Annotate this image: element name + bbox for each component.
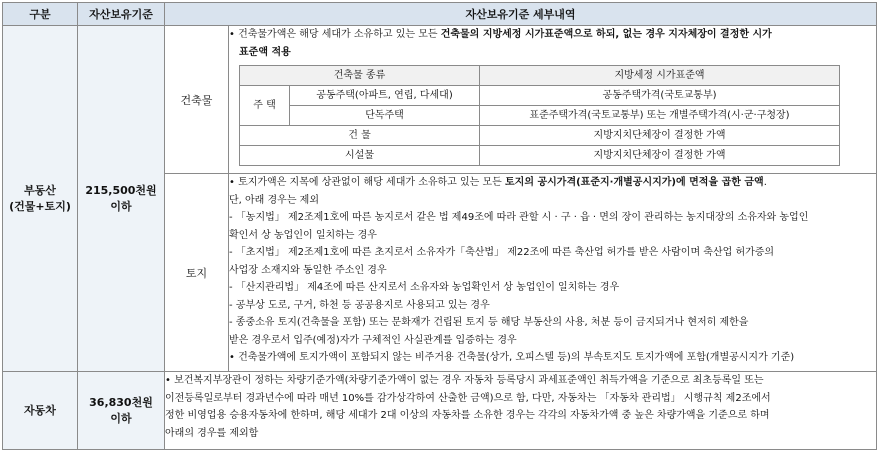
land-line: - 「산지관리법」 제4조에 따른 산지로서 소유자와 농업확인서 상 농업인이 일치하는 경우: [229, 282, 620, 293]
header-criteria: 자산보유기준: [78, 3, 165, 26]
inner-row-building: [240, 126, 840, 146]
inner-value: 공동주택가격(국토교통부): [480, 86, 840, 106]
land-line: 사업장 소재지와 동일한 주소인 경우: [229, 264, 387, 276]
asset-criteria-table: [2, 2, 877, 450]
building-bullet-text: • 건축물가액은 해당 세대가 소유하고 있는 모든: [229, 29, 441, 40]
building-bullet-line2: 표준액 적용: [239, 46, 291, 58]
vehicle-criteria-suffix: 이하: [110, 411, 132, 425]
land-line: - 공부상 도로, 구거, 하천 등 공공용지로 사용되고 있는 경우: [229, 299, 490, 311]
real-estate-criteria: [78, 26, 165, 372]
header-details: 자산보유기준 세부내역: [165, 3, 877, 26]
inner-head-value: 지방세정 시가표준액: [480, 66, 840, 86]
inner-kind: 시설물: [240, 146, 480, 166]
real-estate-category-line2: (건물+토지): [9, 199, 71, 213]
inner-head-type: 건축물 종류: [240, 66, 480, 86]
vehicle-details: [165, 372, 877, 450]
land-line: • 건축물가액에 토지가액이 포함되지 않는 비주거용 건축물(상가, 오피스텔 등)의 부속토지도 토지가액에 포함(개별공시지가 기준): [229, 352, 795, 363]
building-details: [229, 26, 877, 174]
land-line: - 「농지법」 제2조제1호에 따른 농지로서 같은 법 제49조에 따라 관할 시 · 구 · 읍 · 면의 장이 관리하는 농지대장의 소유자와 농업인: [229, 212, 809, 223]
building-bullet-line1: [229, 26, 876, 44]
land-label: 토지: [165, 174, 229, 372]
inner-value: 지방지치단체장이 결정한 가액: [480, 146, 840, 166]
inner-value: 표준주택가격(국토교통부) 또는 개별주택가격(시·군·구청장): [480, 106, 840, 126]
header-row: [3, 3, 877, 26]
vehicle-row: [3, 372, 877, 450]
building-row: [3, 26, 877, 174]
vehicle-line: • 보건복지부장관이 정하는 차량기준가액(차량기준가액이 없는 경우 자동차 등록당시 과세표준액인 취득가액을 기준으로 최초등록일 또는: [165, 375, 764, 386]
real-estate-criteria-suffix: 이하: [110, 199, 132, 213]
building-valuation-table: [239, 65, 840, 166]
inner-housing-label: 주 택: [240, 86, 290, 126]
building-bullet-bold: 건축물의 지방세정 시가표준액으로 하되, 없는 경우 지자체장이 결정한 시가: [440, 29, 772, 40]
vehicle-criteria: [78, 372, 165, 450]
vehicle-line: 이전등록일로부터 경과년수에 따라 매년 10%를 감가상각하여 산출한 금액)으로 함, 다만, 자동차는 「자동차 관리법」 시행규칙 제2조에서: [165, 392, 771, 404]
inner-kind: 건 물: [240, 126, 480, 146]
land-line: 단, 아래 경우는 제외: [229, 194, 319, 206]
building-label: 건축물: [165, 26, 229, 174]
land-line-bold: 토지의 공시가격(표준지·개별공시지가)에 면적을 곱한 금액: [505, 177, 764, 188]
land-line-text: • 토지가액은 지목에 상관없이 해당 세대가 소유하고 있는 모든: [229, 177, 506, 188]
inner-row-facility: [240, 146, 840, 166]
inner-header-row: [240, 66, 840, 86]
vehicle-category: 자동차: [3, 372, 78, 450]
inner-row-apartment: [240, 86, 840, 106]
vehicle-criteria-amount: 36,830천원: [89, 395, 153, 409]
inner-kind: 공동주택(아파트, 연립, 다세대): [290, 86, 480, 106]
land-line: 받은 경우로서 입주(예정)자가 구체적인 사실관계를 입증하는 경우: [229, 334, 517, 346]
land-details: [229, 174, 877, 372]
land-line: [229, 174, 876, 192]
land-line: - 종중소유 토지(건축물을 포함) 또는 문화재가 건립된 토지 등 해당 부동산의 사용, 처분 등이 금지되거나 현저히 제한을: [229, 317, 749, 328]
real-estate-category: [3, 26, 78, 372]
inner-row-detached: [240, 106, 840, 126]
inner-kind: 단독주택: [290, 106, 480, 126]
vehicle-line: 아래의 경우를 제외함: [165, 427, 259, 439]
land-line: 확인서 상 농업인이 일치하는 경우: [229, 229, 377, 241]
vehicle-line: 정한 비영업용 승용자동차에 한하며, 해당 세대가 2대 이상의 자동차를 소유한 경우는 각각의 자동차가액 중 높은 차량가액을 기준으로 하며: [165, 410, 770, 421]
real-estate-category-line1: 부동산: [24, 183, 56, 197]
real-estate-criteria-amount: 215,500천원: [85, 183, 157, 197]
land-line-end: .: [763, 177, 767, 188]
inner-value: 지방지치단체장이 결정한 가액: [480, 126, 840, 146]
land-line: - 「초지법」 제2조제1호에 따른 초지로서 소유자가「축산법」 제22조에 따른 축산업 허가를 받은 사람이며 축산업 허가증의: [229, 247, 775, 258]
header-category: 구분: [3, 3, 78, 26]
